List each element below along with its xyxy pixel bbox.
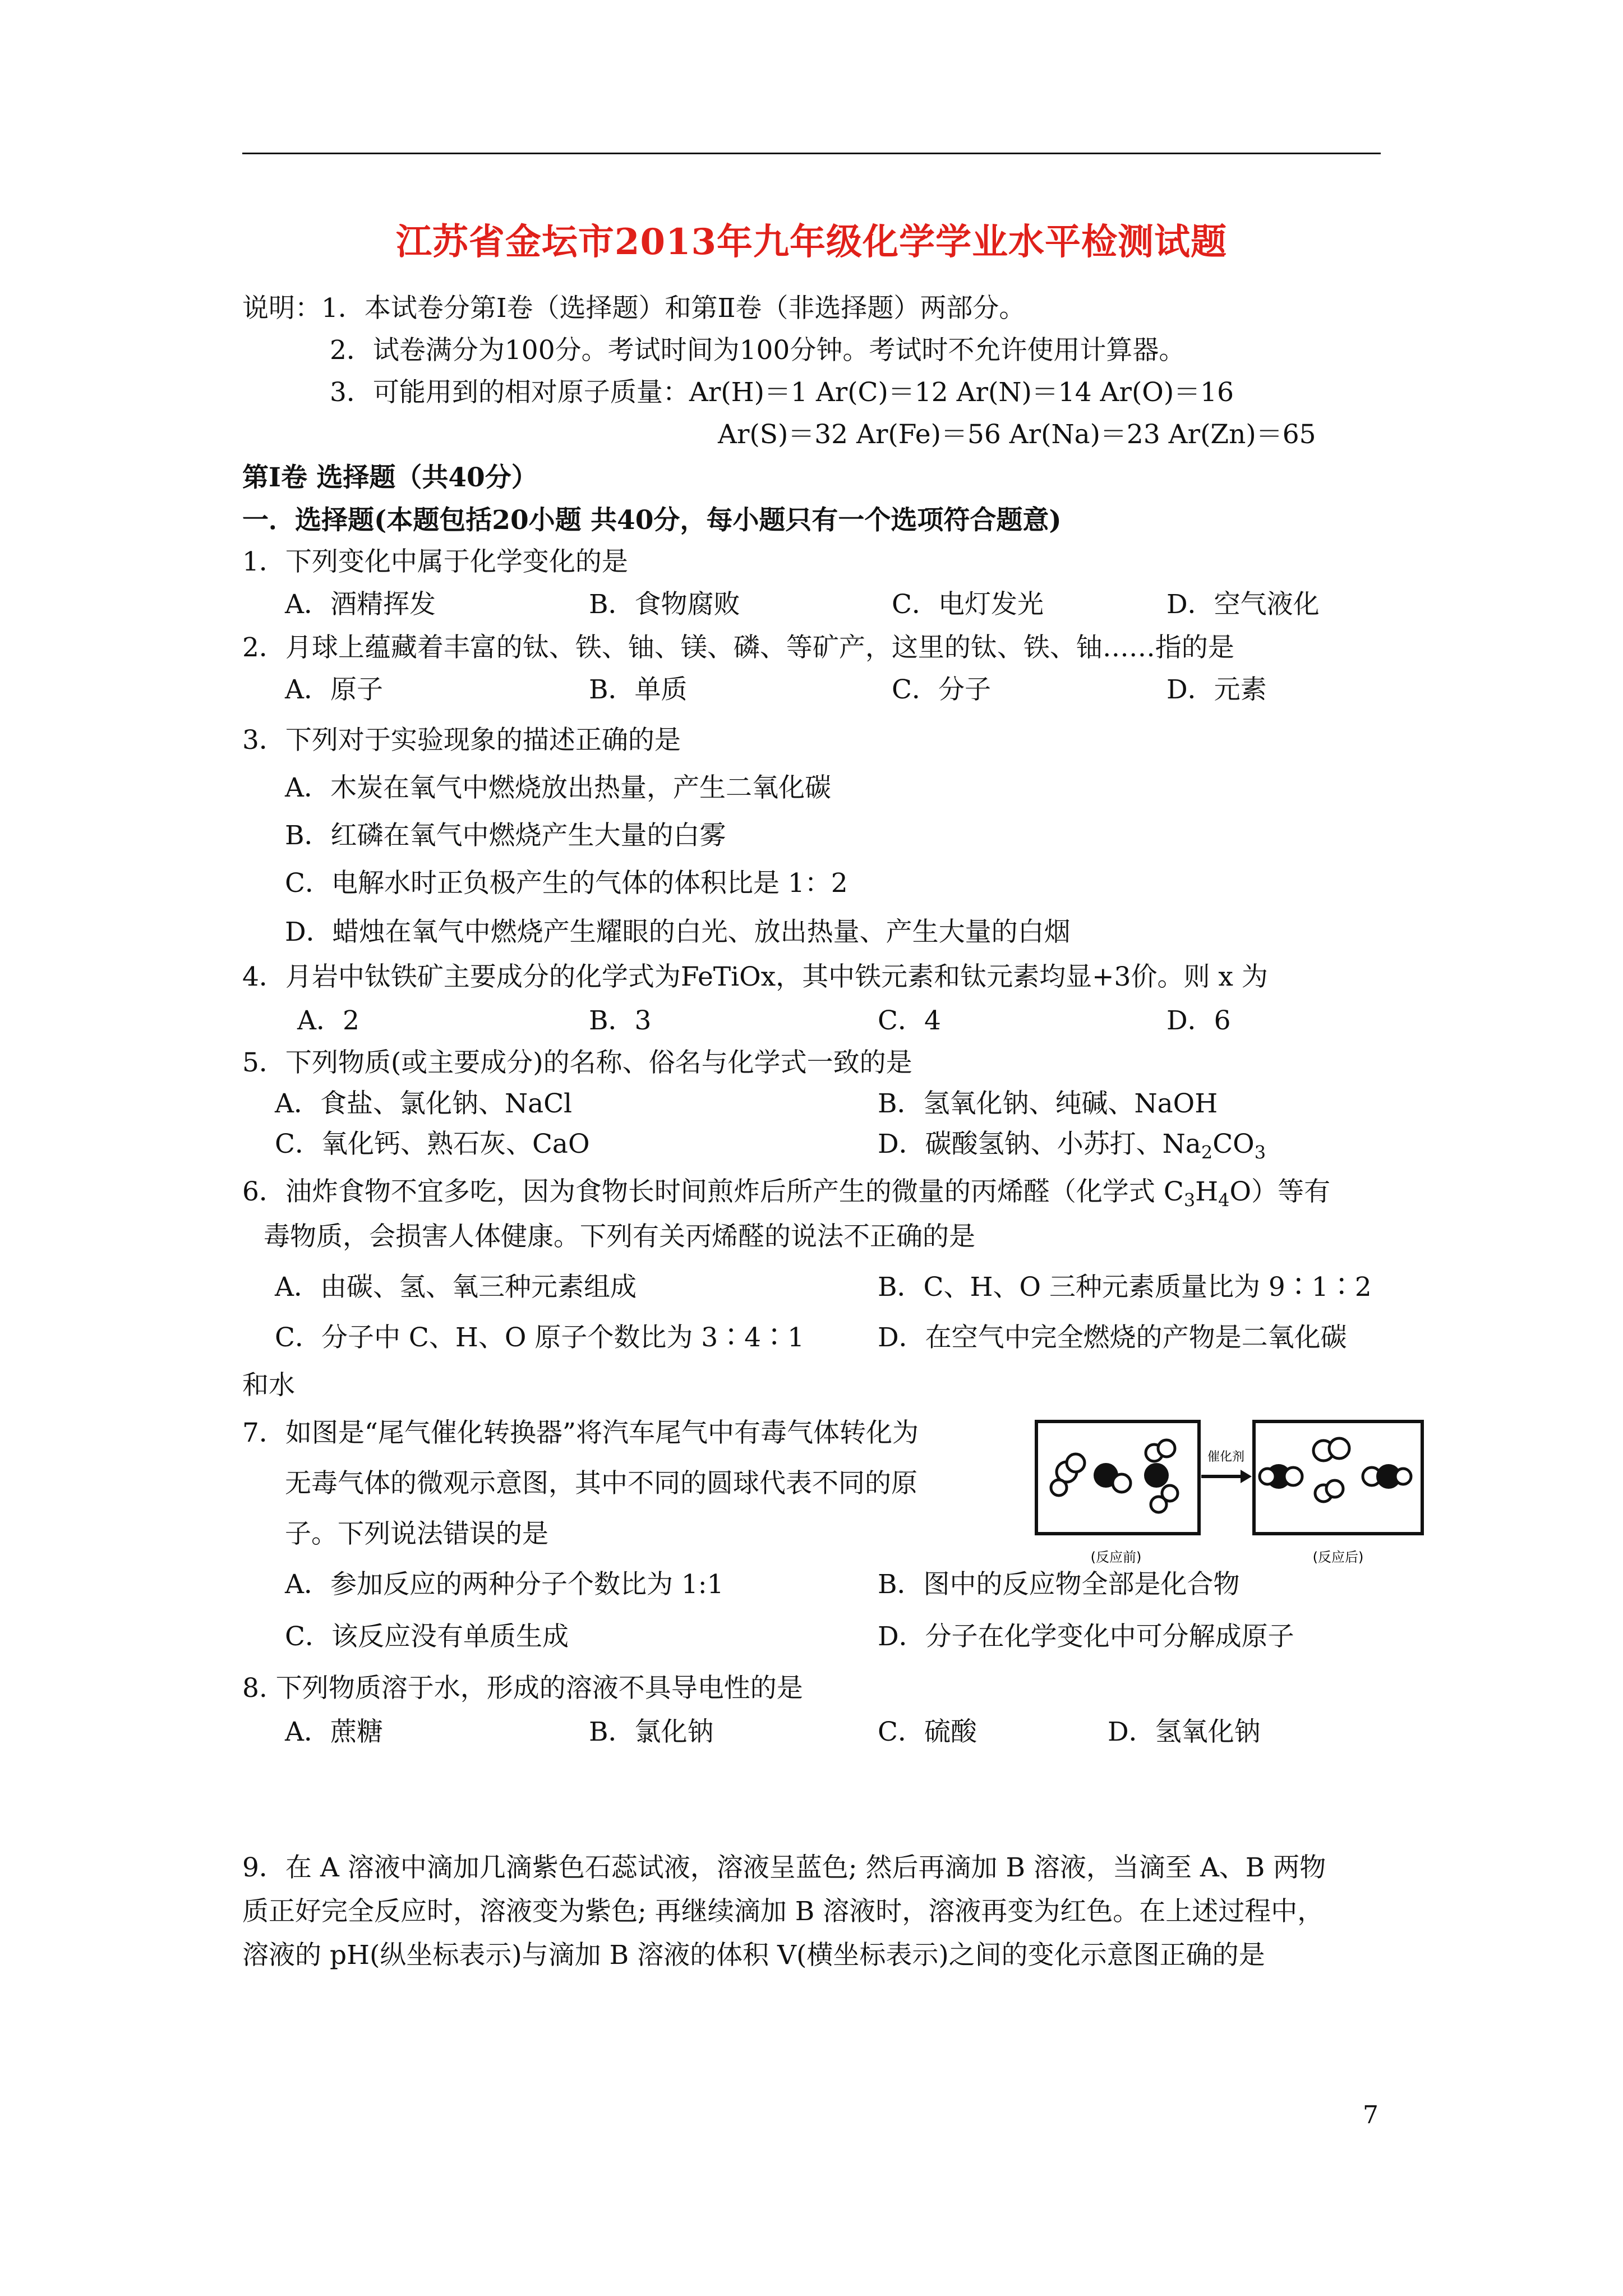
q6-option-c: C．分子中 C、H、O 原子个数比为 3∶4∶1: [275, 1322, 804, 1353]
instruction-item-3: 3．可能用到的相对原子质量：Ar(H)＝1 Ar(C)＝12 Ar(N)＝14 Ar(O)＝16: [330, 377, 1234, 408]
instruction-item-1: 1．本试卷分第Ⅰ卷（选择题）和第Ⅱ卷（非选择题）两部分。: [321, 293, 1026, 324]
q8-option-d: D．氢氧化钠: [1108, 1717, 1261, 1747]
q1-option-a: A．酒精挥发: [285, 589, 436, 620]
atomic-masses-line-2: Ar(S)＝32 Ar(Fe)＝56 Ar(Na)＝23 Ar(Zn)＝65: [718, 419, 1316, 450]
q5-option-b: B．氢氧化钠、纯碱、NaOH: [878, 1088, 1218, 1119]
q2-option-d: D．元素: [1166, 674, 1267, 705]
q3-stem: 3．下列对于实验现象的描述正确的是: [242, 725, 681, 756]
q5-stem: 5．下列物质(或主要成分)的名称、俗名与化学式一致的是: [242, 1047, 912, 1078]
q4-stem: 4．月岩中钛铁矿主要成分的化学式为FeTiOx，其中铁元素和钛元素均显+3价。则 x 为: [242, 961, 1268, 992]
instructions-label: 说明：1．本试卷分第Ⅰ卷（选择题）和第Ⅱ卷（非选择题）两部分。: [242, 293, 1026, 324]
q1-option-c: C．电灯发光: [892, 589, 1044, 620]
q3-option-d: D．蜡烛在氧气中燃烧产生耀眼的白光、放出热量、产生大量的白烟: [285, 917, 1071, 947]
q5-option-a: A．食盐、氯化钠、NaCl: [275, 1088, 573, 1119]
q1-option-d: D．空气液化: [1166, 589, 1320, 620]
q7-stem-line-3: 子。下列说法错误的是: [285, 1519, 548, 1549]
page-number: 7: [1363, 2101, 1378, 2129]
section-title: 第Ⅰ卷 选择题（共40分）: [242, 462, 538, 493]
q4-option-b: B．3: [589, 1005, 652, 1036]
q8-option-a: A．蔗糖: [285, 1717, 383, 1747]
after-reaction-box: [1254, 1421, 1422, 1534]
q7-option-c: C．该反应没有单质生成: [285, 1621, 569, 1652]
q9-line-2: 质正好完全反应时，溶液变为紫色; 再继续滴加 B 溶液时，溶液再变为红色。在上述过程中，: [242, 1896, 1324, 1927]
q4-option-a: A．2: [297, 1005, 359, 1036]
q2-option-c: C．分子: [892, 674, 991, 705]
q3-option-c: C．电解水时正负极产生的气体的体积比是 1：2: [285, 868, 848, 899]
q9-line-1: 9．在 A 溶液中滴加几滴紫色石蕊试液，溶液呈蓝色; 然后再滴加 B 溶液，当滴至 A、B 两物: [242, 1852, 1326, 1883]
q2-option-a: A．原子: [285, 674, 383, 705]
q6-stem-line-2: 毒物质，会损害人体健康。下列有关丙烯醛的说法不正确的是: [264, 1221, 975, 1252]
q7-stem-line-1: 7．如图是“尾气催化转换器”将汽车尾气中有毒气体转化为: [242, 1418, 919, 1448]
before-label: (反应前): [1090, 1549, 1142, 1565]
q2-stem: 2．月球上蕴藏着丰富的钛、铁、铀、镁、磷、等矿产，这里的钛、铁、铀……指的是: [242, 632, 1234, 663]
after-label: (反应后): [1312, 1549, 1364, 1565]
before-reaction-box: [1036, 1421, 1199, 1534]
q7-option-a: A．参加反应的两种分子个数比为 1:1: [285, 1569, 724, 1600]
q6-option-a: A．由碳、氢、氧三种元素组成: [275, 1272, 637, 1303]
catalyst-arrow: [1201, 1450, 1252, 1483]
q2-option-b: B．单质: [589, 674, 688, 705]
q3-option-b: B．红磷在氧气中燃烧产生大量的白雾: [285, 820, 726, 851]
q4-option-d: D．6: [1166, 1005, 1231, 1036]
q4-option-c: C．4: [878, 1005, 941, 1036]
q8-stem: 8. 下列物质溶于水，形成的溶液不具导电性的是: [242, 1673, 803, 1704]
q6-option-b: B．C、H、O 三种元素质量比为 9∶1∶2: [878, 1272, 1372, 1303]
q9-line-3: 溶液的 pH(纵坐标表示)与滴加 B 溶液的体积 V(横坐标表示)之间的变化示意图正确的是: [242, 1940, 1265, 1971]
q8-option-b: B．氯化钠: [589, 1717, 714, 1747]
q1-stem: 1．下列变化中属于化学变化的是: [242, 546, 628, 577]
q8-option-c: C．硫酸: [878, 1717, 977, 1747]
instruction-item-2: 2．试卷满分为100分。考试时间为100分钟。考试时不允许使用计算器。: [330, 335, 1186, 366]
section-subtitle: 一．选择题(本题包括20小题 共40分，每小题只有一个选项符合题意): [242, 505, 1062, 536]
header-rule: [242, 153, 1381, 154]
q3-option-a: A．木炭在氧气中燃烧放出热量，产生二氧化碳: [285, 772, 831, 803]
page-title: 江苏省金坛市2013年九年级化学学业水平检测试题: [395, 221, 1228, 263]
q7-option-b: B．图中的反应物全部是化合物: [878, 1569, 1240, 1600]
q7-stem-line-2: 无毒气体的微观示意图，其中不同的圆球代表不同的原: [285, 1468, 917, 1499]
q6-option-d-cont: 和水: [242, 1370, 295, 1401]
q7-option-d: D．分子在化学变化中可分解成原子: [878, 1621, 1294, 1652]
q6-stem-line-1: 6．油炸食物不宜多吃，因为食物长时间煎炸后所产生的微量的丙烯醛（化学式 $C_3H_4O$）等有: [242, 1176, 1331, 1211]
catalyst-label: 催化剂: [1207, 1450, 1245, 1464]
q5-option-d: D．碳酸氢钠、小苏打、$Na_2CO_3$: [878, 1129, 1266, 1163]
q6-option-d: D．在空气中完全燃烧的产物是二氧化碳: [878, 1322, 1347, 1353]
q1-option-b: B．食物腐败: [589, 589, 740, 620]
q7-reaction-figure: [1032, 1409, 1447, 1577]
q5-option-c: C．氧化钙、熟石灰、CaO: [275, 1129, 590, 1159]
